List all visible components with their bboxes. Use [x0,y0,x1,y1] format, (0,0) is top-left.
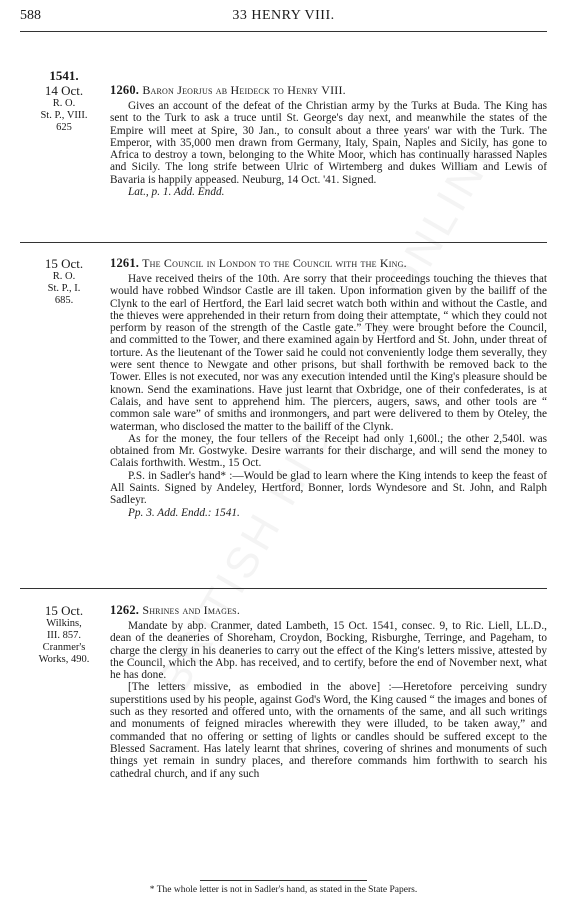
entry-title [110,256,547,271]
entry-divider [20,242,547,243]
margin-ref: 685. [54,295,74,306]
running-title: 33 HENRY VIII. [232,8,335,23]
entry-title [110,603,547,618]
margin-date: 14 Oct. [44,83,84,98]
margin-ref: R. O. [52,98,76,109]
margin-ref: III. 857. [46,630,82,641]
entry-heading: Baron Jeorjus ab Heideck to Henry VIII. [142,83,346,97]
entry-number: 1260. [110,83,140,97]
margin-ref: R. O. [52,271,76,282]
margin-year: 1541. [49,68,79,83]
entry-heading: Shrines and Images. [142,603,241,617]
margin-ref: Cranmer's [42,642,86,653]
margin-ref: St. P., VIII. [40,110,88,121]
margin-ref: Works, 490. [38,654,90,665]
entry-1260 [110,83,547,198]
entry-note: Lat., p. 1. Add. Endd. [128,186,225,199]
entry-paragraph: Mandate by abp. Cranmer, dated Lambeth, 15 Oct. 1541, consec. 9, to Ric. Liell, LL.D., dean of the deaneries of Shoreham, Croydon, Bocking, Risburghe, Terringe, and Pageham, to charge the clergy in his deaneries to carry out the effect of the King's letters missive, attested by the Council, which the Abp. has received, and to certify, before the end of November next, what he has done. [110,620,547,682]
margin-date: 15 Oct. [44,256,84,271]
page-number: 588 [20,8,41,23]
margin-notes-1262 [20,603,108,666]
entry-paragraph: As for the money, the four tellers of the Receipt had only 1,600l.; the other 2,540l. was obtained from Mr. Gostwyke. Desire warrants for their discharge, and will send the money to Calais forthwith. Westm., 15 Oct. [110,432,547,470]
entry-paragraph: Gives an account of the defeat of the Christian army by the Turks at Buda. The King has sent to the Turk to ask a truce until St. George's day next, and meanwhile the states of the Empire will meet at Spire, 30 Jan., to consult about a three years' war with the Turk. The Emperor, with 35,000 men drawn from Germany, Italy, Spain, Naples and Sicily, has gone to Africa to destroy a town, belonging to the White Moor, which has continually harassed Naples and Sicily. The long strife between Ulric of Wirtemberg and dukes William and Lewis of Bavaria is happily appeased. Neuburg, 14 Oct. '41. Signed. [110,100,547,186]
margin-ref: 625 [56,122,72,133]
entry-divider [20,588,547,589]
entry-paragraph: P.S. in Sadler's hand* :—Would be glad to learn where the King intends to keep the feast of All Saints. Signed by Andeley, Hertford, Bonner, lords Wyndesore and St. John, and Ralph Sadleyr. [110,469,547,507]
page-header [20,8,547,26]
footnote-rule [200,880,367,881]
margin-ref: Wilkins, [46,618,82,629]
entry-note: Pp. 3. Add. Endd.: 1541. [128,506,240,519]
footnote: * The whole letter is not in Sadler's hand, as stated in the State Papers. [149,885,418,895]
entry-title [110,83,547,98]
entry-paragraph: Have received theirs of the 10th. Are sorry that their proceedings touching the thieves that would have robbed Windsor Castle are ill taken. Upon information given by the bailiff of the Clynk to the earl of Hertford, the Earl laid secret watch both within and without the Castle, and the thieves were apprehended in their return from doing their attemptate, “ which they could not perform by reason of the strength of the Castle gate.” They were brought before the Council, and committed to the Tower, and there examined again by Hertford and St. John, under threat of torture. As the lieutenant of the Tower said he could not conveniently lodge them severally, they were sent thence to Newgate and other prisons, but shall forthwith be removed back to the Tower. Elles is not executed, nor was any execution intended until the King's pleasure should be known. Send the examinations. Have just learnt that Oxbridge, one of their confederates, is at Calais, and have sent to apprehend him. The piercers, augers, saws, and other tools are “ common sale ware” of smiths and ironmongers, and part were delivered to them by Oteley, the waterman, who disclosed the matter to the bailiff of the Clynk. [110,273,547,433]
entry-1261 [110,256,547,519]
entry-heading: The Council in London to the Council with the King. [142,256,407,270]
entry-number: 1261. [110,256,140,270]
entry-paragraph: [The letters missive, as embodied in the above] :—Heretofore perceiving sundry superstitions used by his people, against God's Word, the King caused “ the images and bones of such as they resorted and offered unto, with the ornaments of the same, and all such writings and monuments of feigned miracles wherewith they were illuded, to be taken away,” and commanded that no offering or setting of lights or candles should be suffered except to the Blessed Sacrament. Has lately learnt that shrines, covering of shrines and monuments of such things yet remain in sundry places, and therefore commands him forthwith to search his cathedral church, and if any such [110,681,547,780]
entry-number: 1262. [110,603,140,617]
entry-1262 [110,603,547,780]
margin-ref: St. P., I. [47,283,81,294]
margin-notes-1260 [20,68,108,134]
margin-notes-1261 [20,256,108,307]
margin-date: 15 Oct. [44,603,84,618]
header-rule [20,31,547,32]
